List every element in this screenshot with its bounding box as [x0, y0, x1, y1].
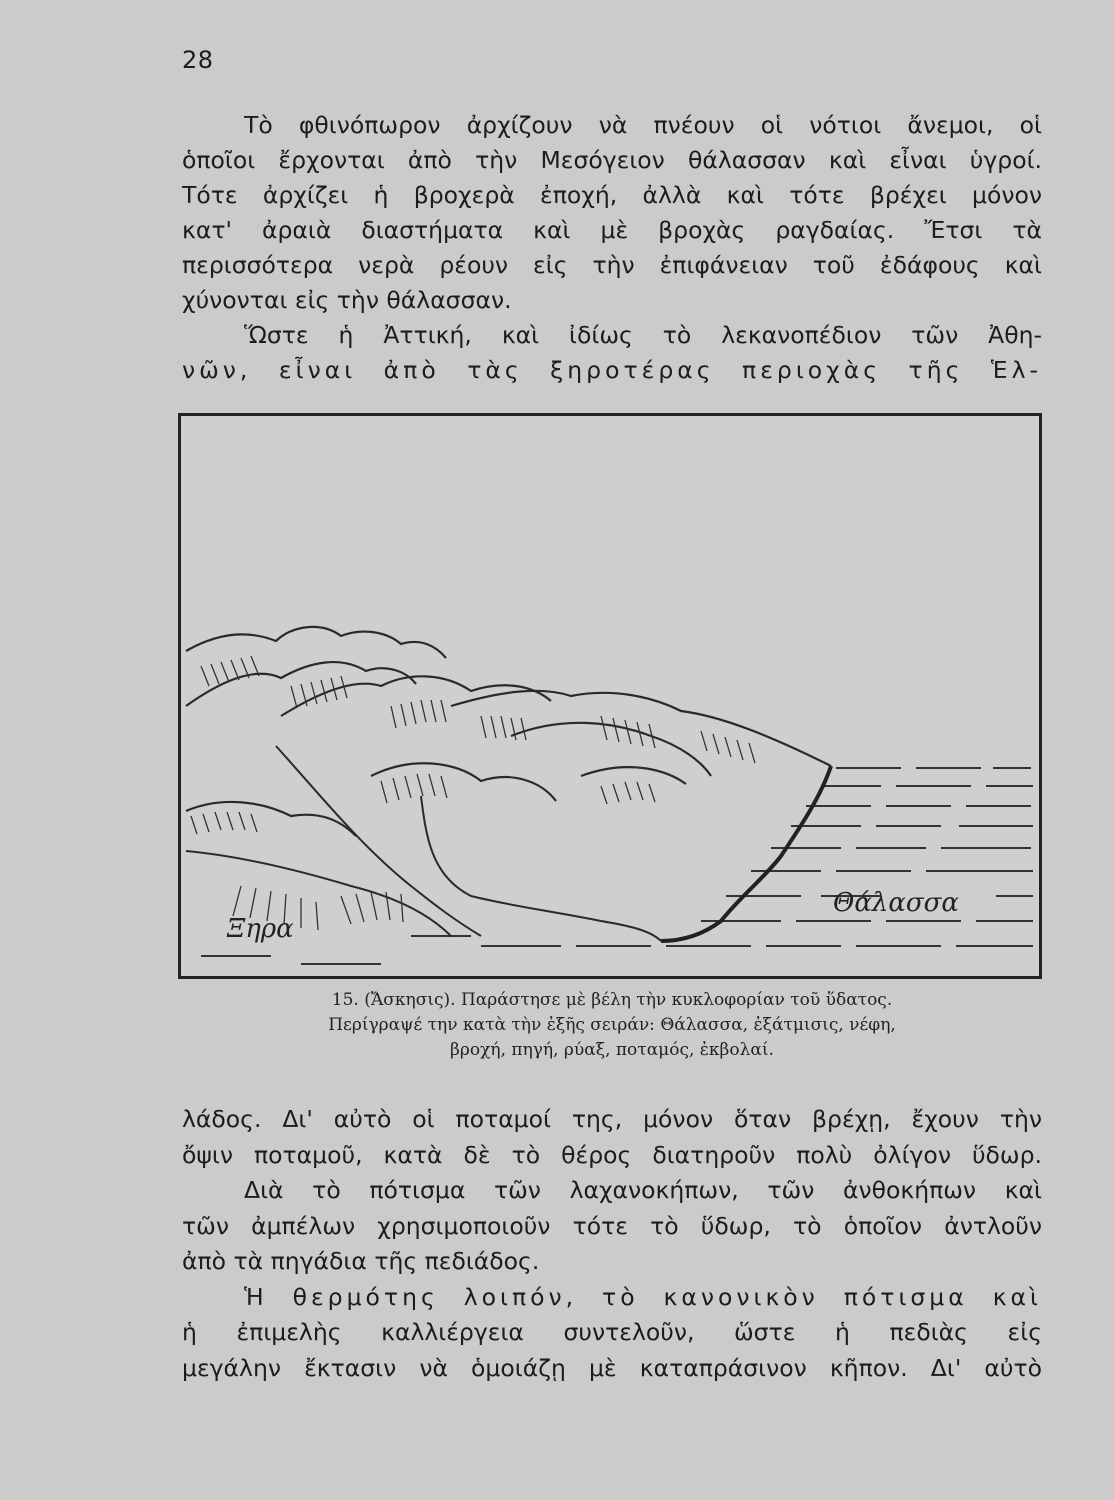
text-line: Διὰ τὸ πότισμα τῶν λαχανοκήπων, τῶν ἀνθοκήπων καὶ — [244, 1176, 1042, 1204]
text-line: ἀπὸ τὰ πηγάδια τῆς πεδιάδος. — [182, 1247, 540, 1275]
landscape-illustration — [178, 413, 1042, 979]
text-line: ἡ ἐπιμελὴς καλλιέργεια συντελοῦν, ὥστε ἡ πεδιὰς εἰς — [182, 1318, 1042, 1346]
text-line: Ἡ θερμότης λοιπόν, τὸ κανονικὸν πότισμα καὶ — [244, 1282, 1042, 1311]
text-line: κατ' ἀραιὰ διαστήματα καὶ μὲ βροχὰς ραγδαίας. Ἔτσι τὰ — [182, 216, 1042, 244]
text-line: Τὸ φθινόπωρον ἀρχίζουν νὰ πνέουν οἱ νότιοι ἄνεμοι, οἱ — [244, 111, 1042, 139]
land-label: Ξηρα — [227, 914, 294, 944]
text-line: λάδος. Δι' αὐτὸ οἱ ποταμοί της, μόνον ὅταν βρέχῃ, ἔχουν τὴν — [182, 1105, 1042, 1133]
page-number: 28 — [182, 46, 214, 74]
sea-label: Θάλασσα — [833, 888, 959, 918]
caption-line: βροχή, πηγή, ρύαξ, ποταμός, ἐκβολαί. — [450, 1040, 774, 1060]
text-line: ὄψιν ποταμοῦ, κατὰ δὲ τὸ θέρος διατηροῦν πολὺ ὀλίγον ὕδωρ. — [182, 1140, 1042, 1169]
figure-caption — [182, 988, 1042, 1063]
caption-line: Περίγραψέ την κατὰ τὴν ἑξῆς σειράν: Θάλασσα, ἐξάτμισις, νέφη, — [328, 1015, 896, 1035]
text-line: Τότε ἀρχίζει ἡ βροχερὰ ἐποχή, ἀλλὰ καὶ τότε βρέχει μόνον — [182, 181, 1042, 209]
text-line: χύνονται εἰς τὴν θάλασσαν. — [182, 286, 512, 314]
bottom-text-block — [182, 1102, 1042, 1386]
river-lines — [186, 746, 661, 941]
caption-line: 15. (Ἄσκησις). Παράστησε μὲ βέλη τὴν κυκλοφορίαν τοῦ ὕδατος. — [331, 990, 893, 1010]
text-line: περισσότερα νερὰ ρέουν εἰς τὴν ἐπιφάνειαν τοῦ ἐδάφους καὶ — [182, 251, 1042, 279]
text-line: ὁποῖοι ἔρχονται ἀπὸ τὴν Μεσόγειον θάλασσαν καὶ εἶναι ὑγροί. — [182, 146, 1042, 174]
text-line: νῶν, εἶναι ἀπὸ τὰς ξηροτέρας περιοχὰς τῆς Ἑλ- — [182, 356, 1042, 384]
mountain-ridges — [186, 627, 831, 836]
text-line: Ὥστε ἡ Ἀττική, καὶ ἰδίως τὸ λεκανοπέδιον τῶν Ἀθη- — [244, 321, 1042, 349]
top-text-block — [182, 108, 1042, 388]
text-line: μεγάλην ἔκτασιν νὰ ὁμοιάζῃ μὲ καταπράσινον κῆπον. Δι' αὐτὸ — [182, 1353, 1042, 1382]
hill-hatching — [191, 656, 755, 930]
coastline — [661, 766, 831, 941]
text-line: τῶν ἀμπέλων χρησιμοποιοῦν τότε τὸ ὕδωρ, τὸ ὁποῖον ἀντλοῦν — [182, 1211, 1042, 1240]
